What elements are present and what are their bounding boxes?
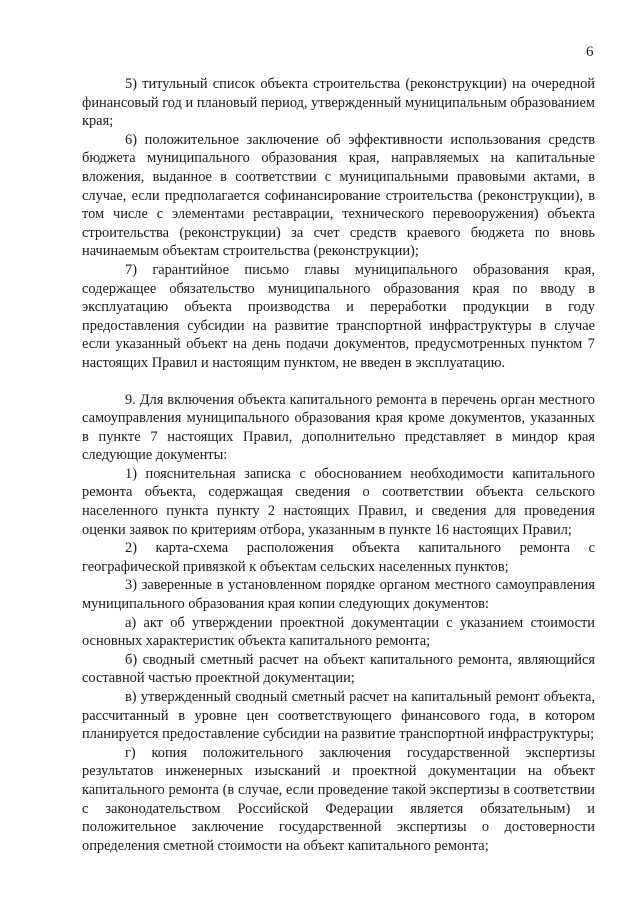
paragraph-section-9: 9. Для включения объекта капитального ремонта в перечень орган местного самоуправления муниципального образования края кроме документов, указанных в пункте 7 настоящих Правил, дополнительно представляет в миндор края следующие документы: [82, 391, 595, 464]
paragraph-item-2: 2) карта-схема расположения объекта капитального ремонта с географической привязкой к объектам сельских населенных пунктов; [82, 540, 595, 575]
paragraph-item-3: 3) заверенные в установленном порядке органом местного самоуправления муниципального образования края копии следующих документов: [82, 577, 595, 613]
paragraph-subitem-a: а) акт об утверждении проектной документации с указанием стоимости основных характеристик объекта капитального ремонта; [82, 614, 595, 650]
paragraph-subitem-b: б) сводный сметный расчет на объект капитального ремонта, являющийся составной частью проектной документации; [82, 651, 595, 687]
paragraph-item-7: 7) гарантийное письмо главы муниципального образования края, содержащее обязательство муниципального образования края по вводу в эксплуатацию объекта производства и переработки продукции в году предоставления субсидии на развитие транспортной инфраструктуры в случае если указанный объект на день подачи документов, предусмотренных пунктом 7 настоящих Правил и настоящим пунктом, не введен в эксплуатацию. [82, 261, 595, 371]
paragraph-subitem-g: г) копия положительного заключения государственной экспертизы результатов инженерных изысканий и проектной документации на объект капитального ремонта (в случае, если проведение такой экспертизы в соответствии с законодательством Российской Федерации является обязательным) и положительное заключение государственной экспертизы о достоверности определения сметной стоимости на объект капитального ремонта; [82, 744, 595, 854]
paragraph-item-1: 1) пояснительная записка с обоснованием необходимости капитального ремонта объекта, содержащая сведения о соответствии объекта сельского населенного пункта пункту 2 настоящих Правил, и сведения для проведения оценки заявок по критериям отбора, указанным в пункте 16 настоящих Правил; [82, 465, 595, 538]
document-body [82, 75, 595, 855]
paragraph-item-5: 5) титульный список объекта строительства (реконструкции) на очередной финансовый год и плановый период, утвержденный муниципальным образованием края; [82, 76, 595, 130]
section-spacer [82, 373, 595, 391]
page-number: 6 [586, 44, 594, 60]
paragraph-subitem-v: в) утвержденный сводный сметный расчет на капитальный ремонт объекта, рассчитанный в уровне цен соответствующего финансового года, в котором планируется предоставление субсидии на развитие транспортной инфраструктуры; [82, 689, 595, 743]
paragraph-item-6: 6) положительное заключение об эффективности использования средств бюджета муниципального образования края, направляемых на капитальные вложения, выданное в соответствии с муниципальными правовыми актами, в случае, если предполагается софинансирование строительства (реконструкции), в том числе с элементами реставрации, технического перевооружения) объекта строительства (реконструкции) за счет средств краевого бюджета по вновь начинаемым объектам строительства (реконструкции); [82, 131, 595, 260]
